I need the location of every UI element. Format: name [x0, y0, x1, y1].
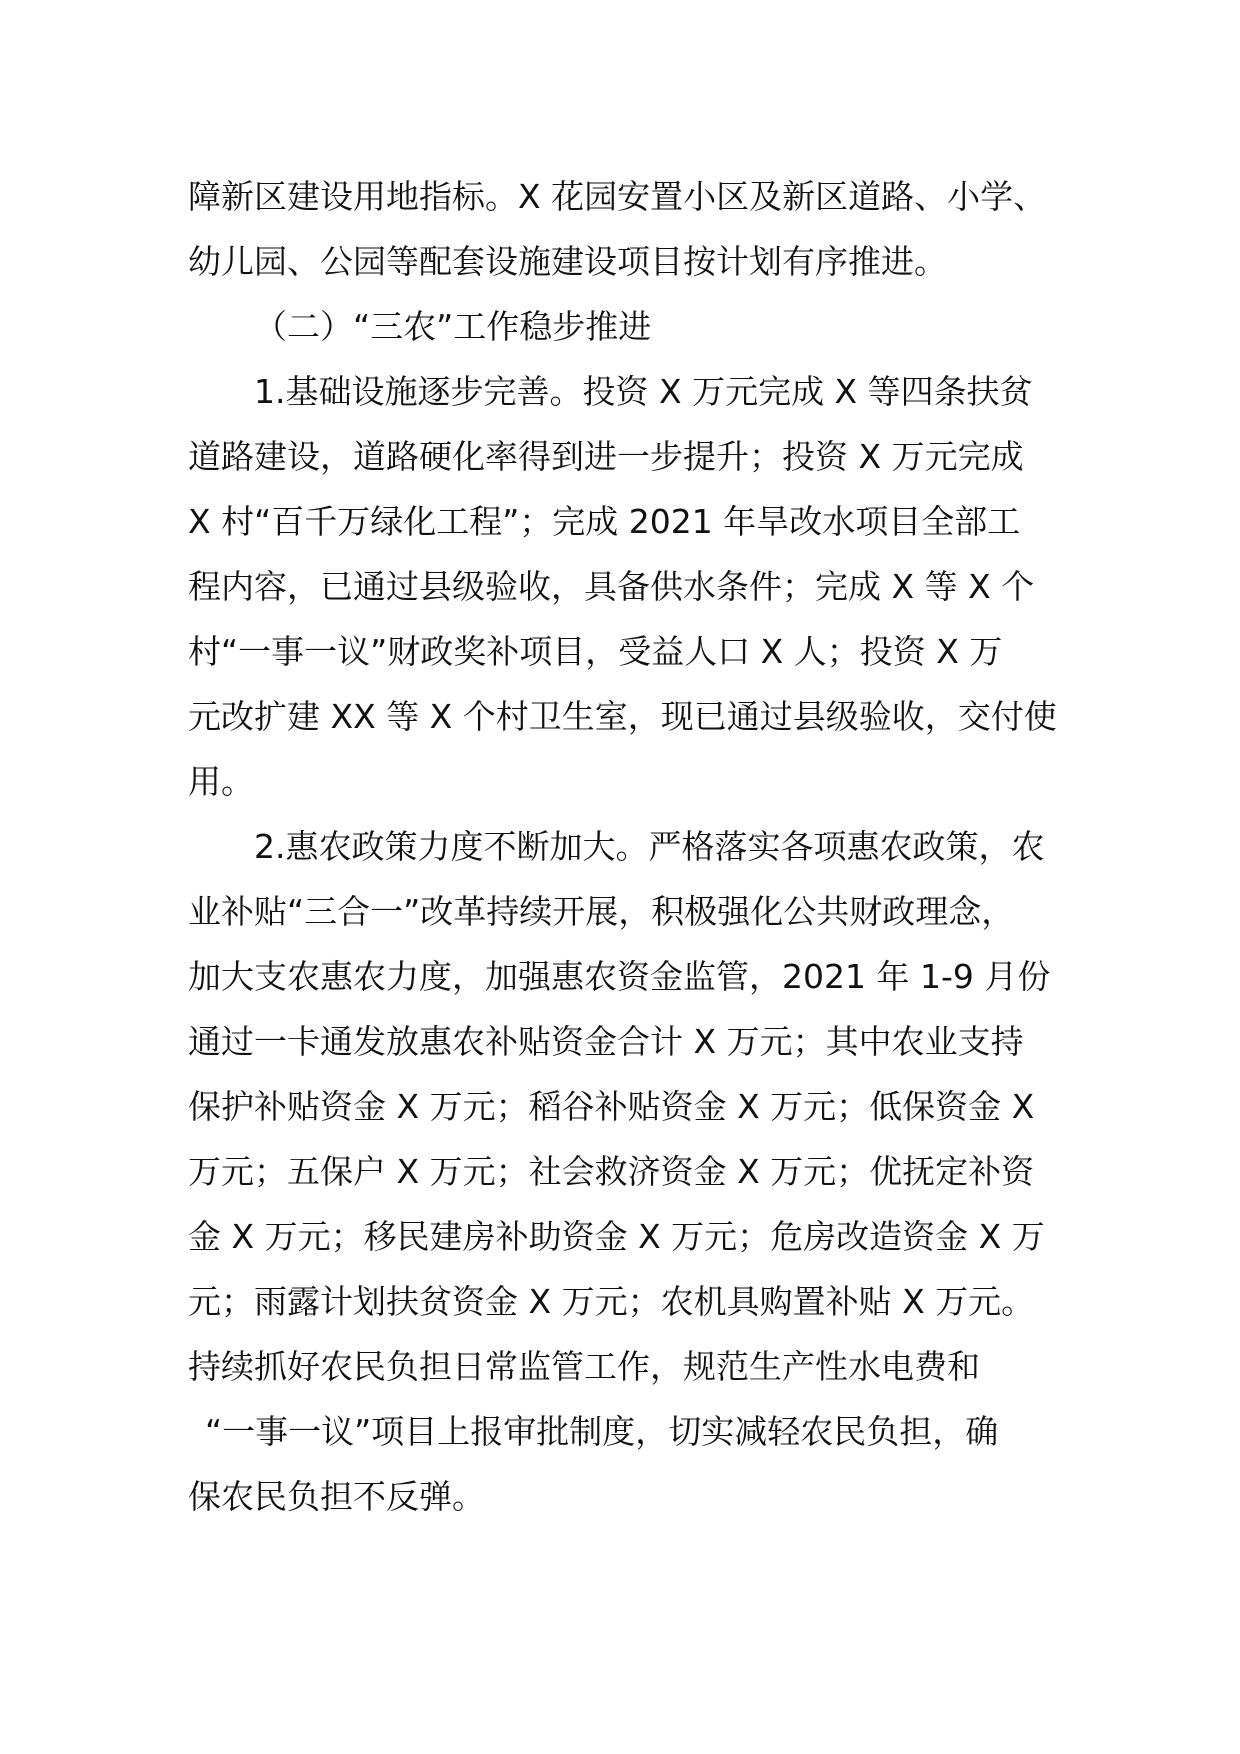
paragraph-1-line-2: 道路建设，道路硬化率得到进一步提升；投资 X 万元完成 [188, 437, 1024, 476]
paragraph-2-line-2: 业补贴“三合一”改革持续开展，积极强化公共财政理念， [188, 892, 1015, 931]
paragraph-2-line-4: 通过一卡通发放惠农补贴资金合计 X 万元；其中农业支持 [188, 1022, 1024, 1061]
text-line-1: 障新区建设用地指标。X 花园安置小区及新区道路、小学、 [188, 177, 1047, 216]
paragraph-1-line-7: 用。 [188, 762, 254, 801]
paragraph-1-line-1: 1.基础设施逐步完善。投资 X 万元完成 X 等四条扶贫 [254, 372, 1033, 411]
text-line-2: 幼儿园、公园等配套设施建设项目按计划有序推进。 [188, 242, 947, 281]
paragraph-2-line-9: 持续抓好农民负担日常监管工作，规范生产性水电费和 [188, 1347, 980, 1386]
paragraph-2-line-7: 金 X 万元；移民建房补助资金 X 万元；危房改造资金 X 万 [188, 1217, 1045, 1256]
paragraph-1-line-5: 村“一事一议”财政奖补项目，受益人口 X 人；投资 X 万 [188, 632, 1003, 671]
paragraph-2-line-1: 2.惠农政策力度不断加大。严格落实各项惠农政策，农 [254, 827, 1045, 866]
paragraph-1-line-3: X 村“百千万绿化工程”；完成 2021 年旱改水项目全部工 [188, 502, 1021, 541]
paragraph-2-line-10: “一事一议”项目上报审批制度，切实减轻农民负担，确 [205, 1412, 999, 1451]
paragraph-2-line-5: 保护补贴资金 X 万元；稻谷补贴资金 X 万元；低保资金 X [188, 1087, 1035, 1126]
paragraph-1-line-6: 元改扩建 XX 等 X 个村卫生室，现已通过县级验收，交付使 [188, 697, 1057, 736]
paragraph-1-line-4: 程内容，已通过县级验收，具备供水条件；完成 X 等 X 个 [188, 567, 1035, 606]
paragraph-2-line-3: 加大支农惠农力度，加强惠农资金监管，2021 年 1-9 月份 [188, 957, 1051, 996]
paragraph-2-line-8: 元；雨露计划扶贫资金 X 万元；农机具购置补贴 X 万元。 [188, 1282, 1035, 1321]
paragraph-2-line-11: 保农民负担不反弹。 [188, 1477, 485, 1516]
section-heading: （二）“三农”工作稳步推进 [254, 307, 652, 346]
paragraph-2-line-6: 万元；五保户 X 万元；社会救济资金 X 万元；优抚定补资 [188, 1152, 1035, 1191]
